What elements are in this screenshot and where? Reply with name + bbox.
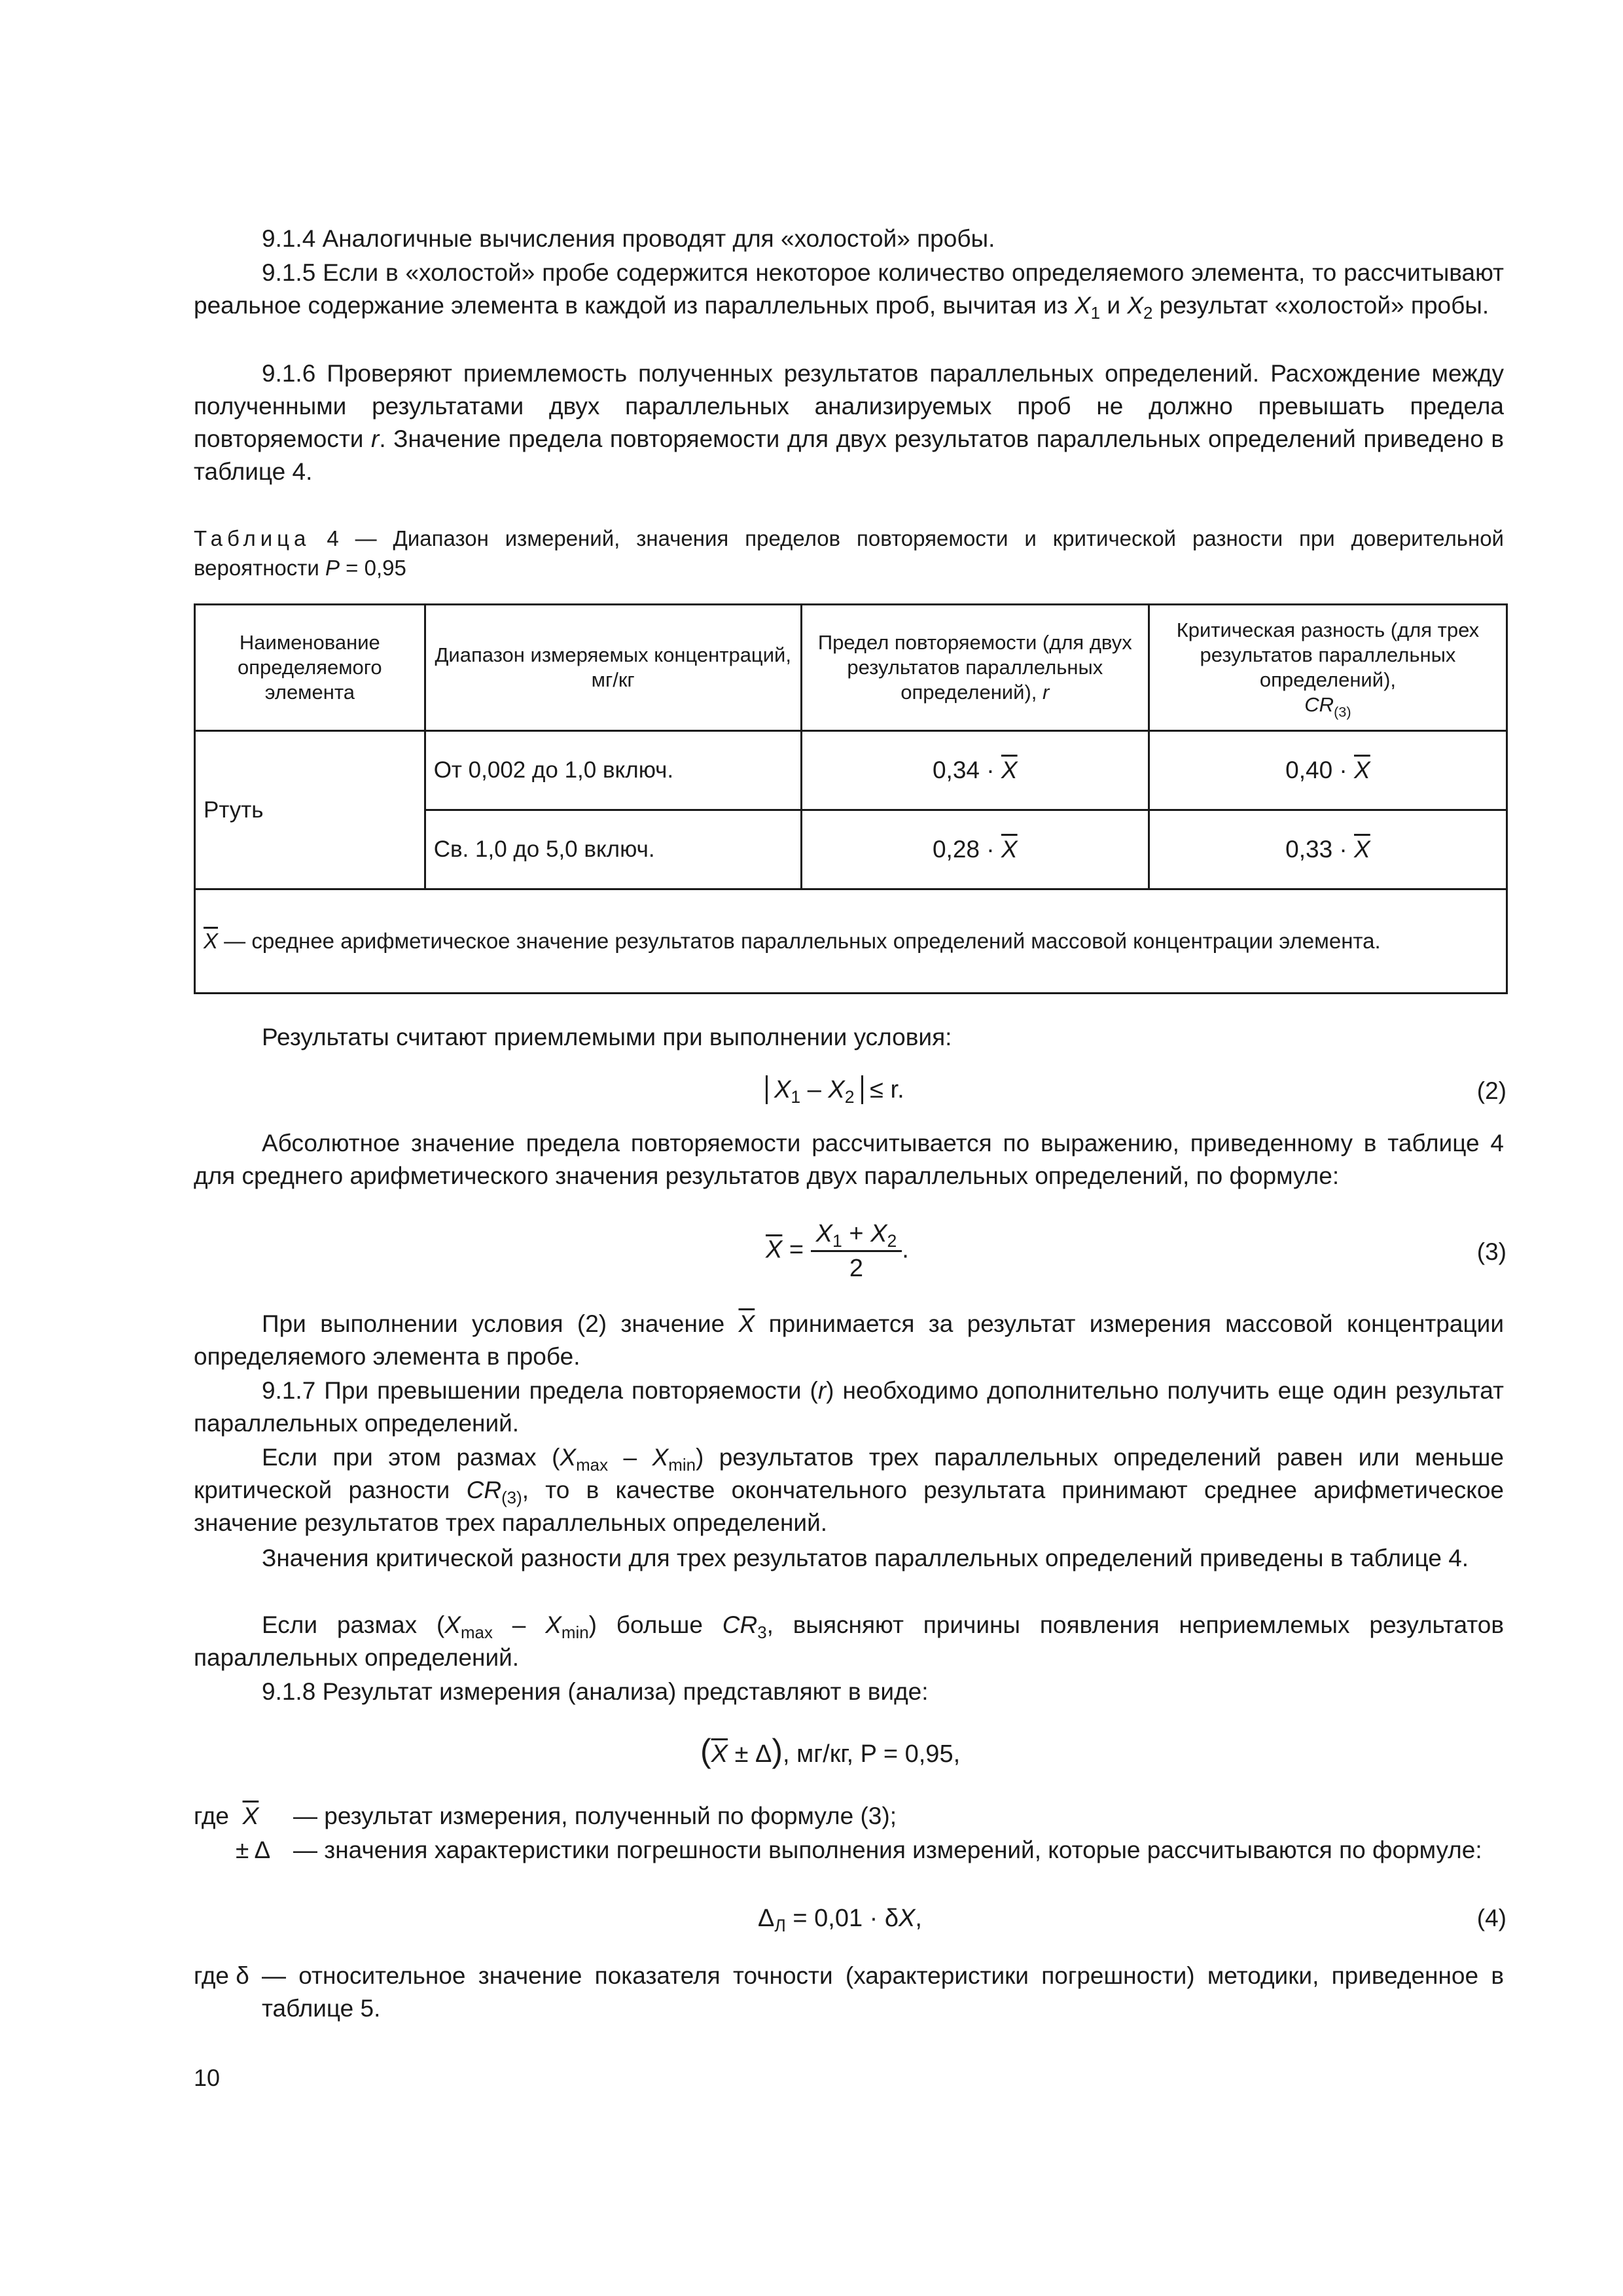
- cell-value: 0,33 ·: [1285, 836, 1355, 863]
- symbol-x-bar: $\overline{X}$: [1354, 836, 1370, 863]
- symbol-x-bar: $\overline{X}$: [711, 1740, 728, 1768]
- where-definition-x: — результат измерения, полученный по формуле (3);: [293, 1803, 897, 1829]
- paragraph-text: ) больше: [588, 1611, 722, 1638]
- header-text: Предел повторяемости (для двух результатов параллельных определений),: [817, 631, 1132, 704]
- table-note-row: [195, 889, 1507, 994]
- paragraph-results: Результаты считают приемлемыми при выполнении условия:: [262, 1024, 952, 1050]
- fraction: [811, 1217, 902, 1285]
- symbol-cr: CR: [1304, 693, 1334, 716]
- subscript: 2: [844, 1087, 855, 1107]
- paren-open: (: [700, 1732, 711, 1769]
- where-definition-delta: — значения характеристики погрешности выполнения измерений, которые рассчитываются по формуле:: [293, 1837, 1482, 1863]
- paragraph-condition: [194, 1308, 1504, 1373]
- symbol-x-bar: $\overline{X}$: [738, 1310, 755, 1337]
- table-row: [195, 731, 1507, 810]
- symbol-x1: X: [774, 1076, 791, 1103]
- equation-number-4: (4): [1476, 1905, 1507, 1931]
- paragraph-if-range: [194, 1609, 1504, 1674]
- where-text: где: [194, 1803, 230, 1829]
- symbol-x2: X: [828, 1076, 845, 1103]
- subscript: 1: [832, 1231, 842, 1251]
- table-caption-text: = 0,95: [340, 556, 406, 580]
- page-number: 10: [194, 2064, 221, 2091]
- note-text: — среднее арифметическое значение результатов параллельных определений массовой концентрации элемента.: [218, 929, 1381, 953]
- paragraph-text: , то в качестве окончательного результата принимают среднее арифметическое значение результатов трех параллельных определений.: [194, 1477, 1504, 1536]
- symbol-x: X: [899, 1905, 916, 1932]
- symbol-x: X: [560, 1444, 577, 1471]
- subscript: min: [561, 1624, 589, 1642]
- symbol-x: X: [545, 1611, 562, 1638]
- symbol-x1: X: [1074, 292, 1091, 319]
- table-caption: [194, 524, 1504, 583]
- equation-2: [766, 1073, 904, 1106]
- cell-range: От 0,002 до 1,0 включ.: [425, 731, 801, 810]
- subscript: 3: [757, 1624, 767, 1642]
- paragraph-9-1-5: [194, 257, 1504, 322]
- subscript: 2: [1143, 304, 1153, 323]
- symbol-x2: X: [1127, 292, 1143, 319]
- cell-range: Св. 1,0 до 5,0 включ.: [425, 810, 801, 889]
- symbol-x1: X: [815, 1220, 833, 1247]
- table-caption-label: Таблица: [194, 526, 311, 550]
- paragraph-text: –: [492, 1611, 546, 1638]
- paragraph-text: 9.1.7 При превышении предела повторяемости (: [262, 1377, 818, 1404]
- subscript: (3): [501, 1489, 522, 1507]
- equation-text: ≤ r.: [863, 1076, 904, 1103]
- paragraph-range: [194, 1441, 1504, 1539]
- table-note: [195, 889, 1507, 994]
- table-caption-text: 4 — Диапазон измерений, значения пределов повторяемости и критической разности при доверительной вероятности: [194, 526, 1504, 580]
- symbol-cr: CR: [466, 1477, 502, 1503]
- where-definition-delta-rel: — относительное значение показателя точности (характеристики погрешности) методики, приведенное в таблице 5.: [262, 1962, 1504, 2022]
- header-element: Наименование определяемого элемента: [195, 605, 425, 731]
- header-text: Критическая разность (для трех результатов параллельных определений),: [1176, 619, 1480, 691]
- table-header-row: [195, 605, 1507, 731]
- symbol-x2: X: [870, 1220, 887, 1247]
- equation-text: ,: [915, 1905, 922, 1932]
- symbol-x: X: [444, 1611, 461, 1638]
- paragraph-9-1-7: [194, 1374, 1504, 1440]
- paragraph-text: принимается за результат измерения массовой концентрации определяемого элемента в пробе.: [194, 1310, 1504, 1370]
- table-4: [194, 603, 1508, 994]
- where-label-delta-rel: где δ: [194, 1962, 249, 1989]
- paragraph-text: 9.1.6 Проверяют приемлемость полученных результатов параллельных определений. Расхождение между полученными результатами двух параллельных анализируемых проб не должно превышать предела повторяемости: [194, 360, 1504, 452]
- symbol-x: X: [652, 1444, 669, 1471]
- equation-number-2: (2): [1476, 1077, 1507, 1104]
- where-label-delta: ± Δ: [236, 1837, 271, 1863]
- paragraph-text: ) результатов трех параллельных определений равен или меньше критической разности: [194, 1444, 1504, 1503]
- paragraph-text: Если при этом размах (: [262, 1444, 560, 1471]
- symbol-r: r: [371, 425, 380, 452]
- symbol-r: r: [817, 1377, 827, 1404]
- subscript: (3): [1334, 704, 1351, 720]
- subscript: 1: [1090, 304, 1101, 323]
- equation-text: ± Δ: [728, 1740, 772, 1768]
- equation-number-3: (3): [1476, 1238, 1507, 1265]
- header-repeatability: [801, 605, 1149, 731]
- paragraph-text: При выполнении условия (2) значение: [262, 1310, 739, 1337]
- paragraph-9-1-8: 9.1.8 Результат измерения (анализа) представляют в виде:: [262, 1678, 929, 1705]
- symbol-p: P: [325, 556, 340, 580]
- paragraph-text: 9.1.5 Если в «холостой» пробе содержится некоторое количество определяемого элемента, то рассчитывают реальное содержание элемента в каждой из параллельных проб, вычитая из: [194, 259, 1504, 319]
- fraction-numerator: $X_1 + X_2$: [811, 1217, 902, 1252]
- symbol-x-bar: $\overline{X}$: [1001, 757, 1018, 783]
- where-label: [194, 1800, 259, 1833]
- equation-result: [700, 1734, 960, 1770]
- paragraph-text: ) необходимо дополнительно получить еще один результат параллельных определений.: [194, 1377, 1504, 1437]
- cell-element: Ртуть: [195, 731, 425, 889]
- equation-text: Δ: [758, 1905, 775, 1932]
- subscript: Л: [774, 1916, 786, 1935]
- fraction-denominator: 2: [849, 1255, 864, 1282]
- paren-close: ): [772, 1732, 783, 1769]
- symbol-x-bar: $\overline{X}$: [204, 929, 219, 953]
- paragraph-9-1-4: 9.1.4 Аналогичные вычисления проводят для «холостой» пробы.: [262, 225, 995, 252]
- paragraph-text: –: [608, 1444, 652, 1471]
- symbol-x-bar: $\overline{X}$: [1354, 757, 1370, 783]
- equation-4: [758, 1902, 922, 1935]
- equation-text: , мг/кг, P = 0,95,: [783, 1740, 961, 1768]
- paragraph-absolute: Абсолютное значение предела повторяемости рассчитывается по выражению, приведенному в таблице 4 для среднего арифметического значения результатов двух параллельных определений, по формуле:: [194, 1130, 1504, 1189]
- cell-r: [801, 731, 1149, 810]
- symbol-x-bar: $\overline{X}$: [1001, 836, 1018, 863]
- symbol-r: r: [1043, 681, 1050, 704]
- cell-cr: [1149, 810, 1507, 889]
- cell-r: [801, 810, 1149, 889]
- paragraph-text: результат «холостой» пробы.: [1152, 292, 1489, 319]
- symbol-x-bar: $\overline{X}$: [766, 1236, 783, 1264]
- subscript: 1: [791, 1087, 801, 1107]
- subscript: min: [668, 1456, 696, 1475]
- paragraph-text: и: [1100, 292, 1128, 319]
- cell-value: 0,40 ·: [1285, 757, 1355, 783]
- paragraph-text: Если размах (: [262, 1611, 445, 1638]
- equation-3: $\overline{X}$ = $\frac{X_1 + X_2}{2}$ .: [766, 1217, 909, 1285]
- paragraph-text: . Значение предела повторяемости для двух результатов параллельных определений приведено в таблице 4.: [194, 425, 1504, 485]
- absolute-value: $X_1 - X_2$: [766, 1075, 863, 1104]
- subscript: 2: [887, 1231, 897, 1251]
- cell-value: 0,28 ·: [932, 836, 1001, 863]
- subscript: max: [460, 1624, 493, 1642]
- symbol-cr: CR: [722, 1611, 758, 1638]
- cell-cr: [1149, 731, 1507, 810]
- paragraph-9-1-6: [194, 357, 1504, 488]
- header-range: Диапазон измеряемых концентраций, мг/кг: [425, 605, 801, 731]
- symbol-x-bar: $\overline{X}$: [242, 1803, 259, 1829]
- equation-text: = 0,01 · δ: [785, 1905, 899, 1932]
- paragraph-text: , выясняют причины появления неприемлемых результатов параллельных определений.: [194, 1611, 1504, 1671]
- cell-value: 0,34 ·: [932, 757, 1001, 783]
- paragraph-critical: Значения критической разности для трех результатов параллельных определений приведены в таблице 4.: [262, 1545, 1469, 1571]
- header-critical-range: [1149, 605, 1507, 731]
- subscript: max: [576, 1456, 609, 1475]
